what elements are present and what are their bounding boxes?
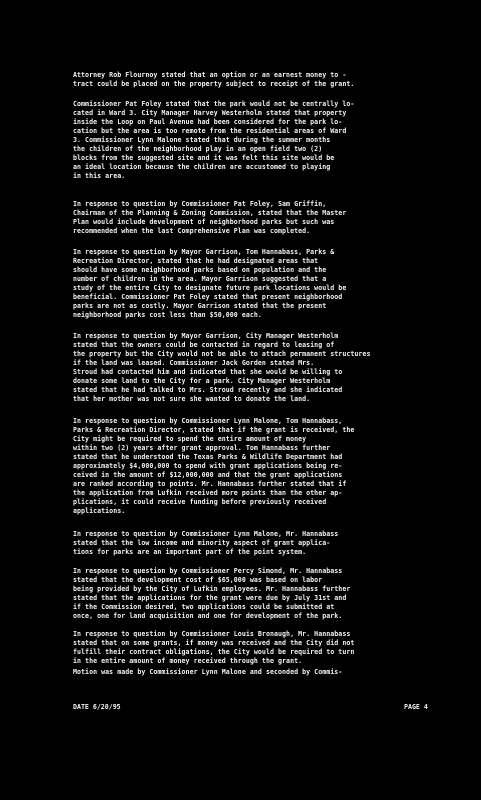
footer-date: DATE 6/20/95 — [73, 703, 121, 711]
paragraph-8: In response to question by Commissioner Percy Simond, Mr. Hannabass stated that the development cost of $65,000 was based on labor being provided by the City of Lufkin employees. Mr. Hannabass further stated that the applications for the grant were due by July 31st and if the Commission desired, two applications could be submitted at once, one for land acquisition and one for development of the park. — [73, 567, 351, 620]
paragraph-6: In response to question by Commissioner Lynn Malone, Tom Hannabass, Parks & Recreation Director, stated that if the grant is received, the City might be required to spend the entire amount of money within two (2) years after grant approval. Tom Hannabass further stated that he understood the Texas Parks & Wildlife Department had approximately $4,000,000 to spend with grant applications being re- ceived in the amount of $12,000,000 and that the grant applications are ranked according to points. Mr. Hannabass further stated that if the application from Lufkin received more points than the other ap- plications, it could receive funding before previously received applications. — [73, 417, 355, 515]
paragraph-7: In response to question by Commissioner Lynn Malone, Mr. Hannabass stated that the low income and minority aspect of grant applica- tions for parks are an important part of the point system. — [73, 530, 339, 556]
paragraph-1: Attorney Rob Flournoy stated that an option or an earnest money to - tract could be placed on the property subject to receipt of the grant. — [73, 71, 355, 88]
footer-page-number: PAGE 4 — [404, 703, 428, 711]
paragraph-3: In response to question by Commissioner Pat Foley, Sam Griffin, Chairman of the Planning & Zoning Commission, stated that the Master Plan would include development of neighborhood parks but such was recommended when the last Comprehensive Plan was completed. — [73, 200, 347, 235]
paragraph-4: In response to question by Mayor Garrison, Tom Hannabass, Parks & Recreation Director, stated that he had designated areas that should have some neighborhood parks based on population and the number of children in the area. Mayor Garrison suggested that a study of the entire City to designate future park locations would be beneficial. Commissioner Pat Foley stated that present neighborhood parks are not as costly. Mayor Garrison stated that the present neighborhood parks cost less than $50,000 each. — [73, 248, 347, 319]
paragraph-2: Commissioner Pat Foley stated that the park would not be centrally lo- cated in Ward 3. City Manager Harvey Westerholm stated that property inside the Loop on Paul Avenue had been considered for the park lo- cation but the area is too remote from the residential areas of Ward 3. Commissioner Lynn Malone stated that during the summer months the children of the neighborhood play in an open field two (2) blocks from the suggested site and it was felt this site would be an ideal location because the children are accustomed to playing in this area. — [73, 100, 355, 180]
paragraph-10: Motion was made by Commissioner Lynn Malone and seconded by Commis- — [73, 668, 343, 676]
paragraph-9: In response to question by Commissioner Louis Bronaugh, Mr. Hannabass stated that on some grants, if money was received and the City did not fulfill their contract obligations, the City would be required to turn in the entire amount of money received through the grant. — [73, 630, 355, 665]
paragraph-5: In response to question by Mayor Garrison, City Manager Westerholm stated that the owners could be contacted in regard to leasing of the property but the City would not be able to attach permanent structures if the land was leased. Commissioner Jack Gorden stated Mrs. Stroud had contacted him and indicated that she would be willing to donate some land to the City for a park. City Manager Westerholm stated that he had talked to Mrs. Stroud recently and she indicated that her mother was not sure she wanted to donate the land. — [73, 332, 371, 403]
